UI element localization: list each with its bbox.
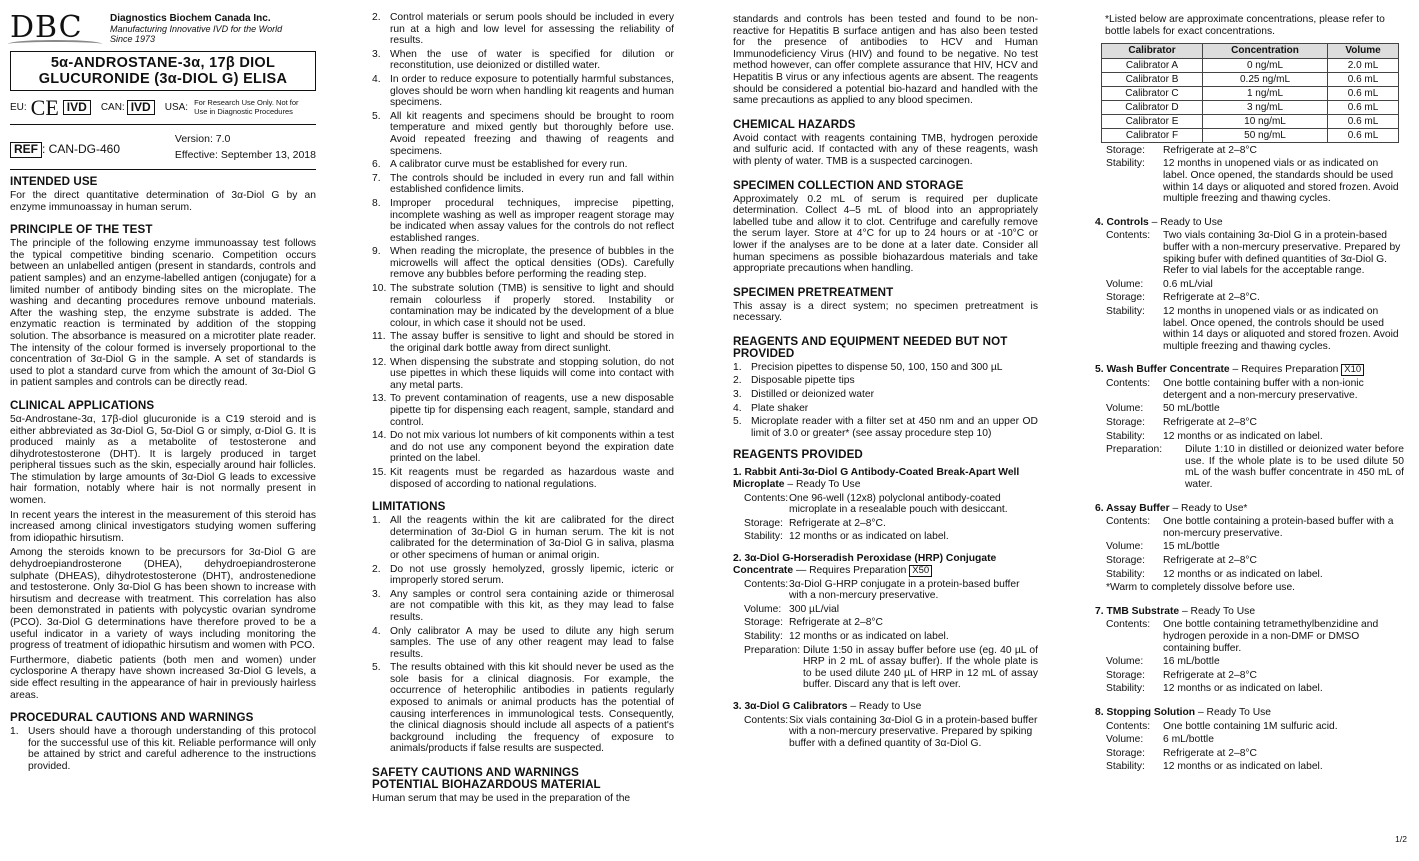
reagent-1-stability: 12 months or as indicated on label. — [789, 531, 949, 543]
usa-label: USA: — [164, 101, 189, 113]
table-cell: 50 ng/mL — [1202, 128, 1327, 142]
table-row — [1102, 58, 1399, 72]
reagent-7-stability: 12 months or as indicated on label. — [1163, 683, 1323, 695]
list-item-number: 5. — [372, 662, 381, 674]
reagent-2-stability: 12 months or as indicated on label. — [789, 630, 949, 642]
list-item — [10, 726, 316, 772]
clinical-para-3: Among the steroids known to be precursors for 3α-Diol G are dehydroepiandrosterone (DHEA), dehydroepiandrosterone sulphate (DHEAS), dihydrotestosterone (DHT), androstenedione and testosterone. Only 3α-Diol G has been shown to increase with hirsutism and decrease with treatment. This correlation has also been demonstrated in patients with polycystic ovarian syndrome (PCO). 3α-Diol G determinations have therefore proved to be a useful indicator in a variety of ways including monitoring the progress of treatment of idiopathic hirsutism and women with PCO. — [10, 547, 316, 652]
label-preparation: Preparation: — [744, 644, 801, 656]
list-item-number: 11. — [372, 331, 386, 343]
calibrator-table — [1101, 43, 1399, 143]
reagent-5-volume: 50 mL/bottle — [1163, 403, 1220, 415]
reagent-7-storage: Refrigerate at 2–8°C — [1163, 669, 1257, 681]
list-item-text: The controls should be included in every run and fall within established confidence limits. — [390, 172, 674, 196]
clinical-para-4: Furthermore, diabetic patients (both men and women) under cyclosporine A therapy have shown increased 3α-Diol G levels, a side effect resulting in the appearance of hair in previously hairless areas. — [10, 654, 316, 701]
regulatory-row — [10, 94, 316, 120]
cautions-list-part1 — [10, 726, 316, 772]
label-volume: Volume: — [1106, 656, 1144, 668]
reagent-4-volume: 0.6 mL/vial — [1163, 278, 1213, 290]
label-volume: Volume: — [1106, 734, 1144, 746]
table-cell: 10 ng/mL — [1202, 114, 1327, 128]
list-item — [372, 564, 674, 587]
list-item — [733, 389, 1038, 401]
list-item — [372, 467, 674, 490]
table-body — [1102, 58, 1399, 142]
reagent-5-contents: One bottle containing buffer with a non-ionic detergent and a non-mercury preservative. — [1163, 378, 1364, 401]
reagent-4-stability: 12 months in unopened vials or as indicated on label. Once opened, the controls should be used within 14 days or aliquoted and stored frozen. Avoid multiple freezing and thawing cycles. — [1163, 305, 1399, 352]
list-item-text: Users should have a thorough understanding of this protocol for the successful use of this kit. Reliable performance will only be attained by strict and careful adherence to the instructions provided. — [28, 726, 316, 772]
dilution-badge-x50: X50 — [909, 565, 932, 577]
cautions-heading: PROCEDURAL CAUTIONS AND WARNINGS — [10, 711, 254, 725]
label-stability: Stability: — [1106, 305, 1145, 317]
list-item-text: A calibrator curve must be established for every run. — [390, 159, 628, 171]
list-item-number: 7. — [372, 172, 381, 184]
list-item — [733, 362, 1038, 374]
reagent-6-stability: 12 months or as indicated on label. — [1163, 568, 1323, 580]
reagent-1-title: 1. Rabbit Anti-3α-Diol G Antibody-Coated Break-Apart Well Microplate — [733, 467, 1020, 491]
label-storage: Storage: — [1106, 747, 1145, 759]
list-item — [372, 662, 674, 755]
label-stability: Stability: — [1106, 430, 1145, 442]
pretreatment-heading: SPECIMEN PRETREATMENT — [733, 285, 894, 299]
list-item — [372, 198, 674, 244]
reagent-2-status: — Requires Preparation — [793, 564, 910, 576]
table-cell: 0.6 mL — [1328, 86, 1399, 100]
list-item-text: Any samples or control sera containing azide or thimerosal are not compatible with this kit, as they may lead to false results. — [390, 588, 674, 623]
list-item-text: All kit reagents and specimens should be brought to room temperature and mixed gently but thoroughly before use. Avoid repeated freezing and thawing of reagents and specimens. — [390, 110, 674, 157]
effective-date: Effective: September 13, 2018 — [174, 149, 316, 161]
reagent-8 — [1095, 707, 1404, 773]
list-item — [372, 357, 674, 392]
reagent-4-title: 4. Controls — [1095, 216, 1149, 228]
reagent-6-title: 6. Assay Buffer — [1095, 502, 1170, 514]
reagent-1-contents: One 96-well (12x8) polyclonal antibody-coated microplate in a resealable pouch with desiccant. — [789, 492, 1008, 516]
list-item-text: When dispensing the substrate and stopping solution, do not use pipettes in which these liquids will come into contact with any metal parts. — [390, 356, 674, 391]
reagent-5-status: – Requires Preparation — [1229, 364, 1342, 376]
reagent-6-note: *Warm to completely dissolve before use. — [1106, 582, 1296, 594]
table-cell: Calibrator B — [1102, 72, 1203, 86]
reagent-8-volume: 6 mL/bottle — [1163, 734, 1214, 746]
label-volume: Volume: — [744, 603, 782, 615]
label-stability: Stability: — [1106, 683, 1145, 695]
label-contents: Contents: — [1106, 516, 1151, 528]
table-cell: 0.6 mL — [1328, 72, 1399, 86]
label-volume: Volume: — [1106, 403, 1144, 415]
reagent-6-volume: 15 mL/bottle — [1163, 541, 1220, 553]
list-item-text: When reading the microplate, the presence of bubbles in the microwells will affect the optical densities (ODs). Carefully remove any bubbles before performing the reading step. — [390, 246, 674, 281]
safety-text-start: Human serum that may be used in the preparation of the — [372, 793, 631, 805]
table-cell: 0.6 mL — [1328, 114, 1399, 128]
table-cell: Calibrator E — [1102, 114, 1203, 128]
company-name: Diagnostics Biochem Canada Inc. — [110, 12, 271, 24]
calibrator-storage-row — [1095, 145, 1404, 157]
list-item — [372, 246, 674, 281]
reagent-2-volume: 300 µL/vial — [789, 603, 840, 615]
clinical-para-2: In recent years the interest in the measurement of this steroid has increased among clinical investigators studying women suffering from idiopathic hirsutism. — [10, 509, 316, 544]
list-item-number: 2. — [733, 375, 742, 387]
label-stability: Stability: — [1106, 761, 1145, 773]
label-storage: Storage: — [1106, 669, 1145, 681]
reagent-8-storage: Refrigerate at 2–8°C — [1163, 747, 1257, 759]
table-cell: 1 ng/mL — [1202, 86, 1327, 100]
reagent-3 — [733, 701, 1038, 749]
list-item-number: 6. — [372, 159, 381, 171]
table-cell: 0.25 ng/mL — [1202, 72, 1327, 86]
label-storage: Storage: — [744, 617, 783, 629]
principle-text: The principle of the following enzyme immunoassay test follows the typical competitive binding scenario. Competition occurs between an unlabelled antigen (present in standards, controls and patient samples) and an enzyme-labelled antigen (conjugate) for a limited number of antibody binding sites on the microplate. The washing and decanting procedures remove unbound materials. After the washing step, the enzyme substrate is added. The enzymatic reaction is terminated by addition of the stopping solution. The absorbance is measured on a microtiter plate reader. The intensity of the colour formed is inversely proportional to the concentration of 3α-Diol G in the sample. A set of standards is used to plot a standard curve from which the amount of 3α-Diol G in patient samples and controls can be directly read. — [10, 238, 316, 389]
version-info — [175, 131, 316, 163]
list-item-number: 8. — [372, 197, 381, 209]
reagent-2-preparation: Dilute 1:50 in assay buffer before use (eg. 40 µL of HRP in 2 mL of assay buffer). If the whole plate is to be used dilute 240 µL of HRP in 12 mL of assay buffer. Discard any that is left over. — [803, 644, 1038, 691]
table-cell: Calibrator A — [1102, 58, 1203, 72]
reagent-2 — [733, 553, 1038, 691]
list-item-text: Disposable pipette tips — [751, 375, 855, 387]
list-item-text: In order to reduce exposure to potentially harmful substances, gloves should be worn when handling kit reagents and human specimens. — [390, 73, 674, 109]
cautions-list-part2 — [372, 12, 674, 490]
list-item-number: 10. — [372, 283, 387, 295]
label-volume: Volume: — [1106, 541, 1144, 553]
calibrator-stability-row — [1095, 158, 1404, 204]
list-item — [372, 515, 674, 561]
table-cell: 0 ng/mL — [1202, 58, 1327, 72]
divider — [10, 169, 316, 170]
table-row — [1102, 128, 1399, 142]
label-storage: Storage: — [1106, 555, 1145, 566]
reagent-8-title: 8. Stopping Solution — [1095, 706, 1196, 718]
logo-text: DBC — [10, 10, 83, 46]
list-item-number: 5. — [372, 110, 381, 122]
label-storage: Storage: — [1106, 292, 1145, 304]
table-cell: 0.6 mL — [1328, 100, 1399, 114]
table-cell: Calibrator F — [1102, 128, 1203, 142]
list-item — [372, 331, 674, 354]
specimen-text: Approximately 0.2 mL of serum is required per duplicate determination. Collect 4–5 mL of blood into an appropriately labelled tube and allow it to clot. Centrifuge and carefully remove the serum layer. Store at 4°C for up to 24 hours or at -10°C or lower if the analyses are to be done at a later date. Consider all human specimens as possible biohazardous materials and take appropriate precautions when handling. — [733, 193, 1038, 275]
chemical-heading: CHEMICAL HAZARDS — [733, 117, 856, 131]
list-item-number: 4. — [372, 625, 381, 637]
intended-use-heading: INTENDED USE — [10, 175, 98, 188]
clinical-heading: CLINICAL APPLICATIONS — [10, 398, 155, 412]
table-row — [1102, 100, 1399, 114]
table-header-cell: Calibrator — [1102, 44, 1203, 59]
label-contents: Contents: — [1106, 378, 1151, 390]
reagent-6-contents: One bottle containing a protein-based buffer with a non-mercury preservative. — [1163, 516, 1394, 539]
version: Version: 7.0 — [174, 133, 231, 145]
list-item-text: The assay buffer is sensitive to light and should be stored in the original dark bottle away from direct sunlight. — [390, 331, 674, 355]
list-item — [372, 111, 674, 157]
reagent-1 — [733, 467, 1038, 543]
table-header-cell: Volume — [1328, 44, 1399, 59]
table-cell: Calibrator C — [1102, 86, 1203, 100]
intended-use-text: For the direct quantitative determination of 3α-Diol G by an enzyme immunoassay in human serum. — [10, 190, 316, 213]
list-item-number: 1. — [372, 515, 381, 527]
divider — [10, 124, 316, 125]
reagent-5-title: 5. Wash Buffer Concentrate — [1095, 364, 1230, 376]
table-cell: 2.0 mL — [1328, 58, 1399, 72]
column-3 — [733, 14, 1038, 749]
reagent-4 — [1095, 217, 1404, 353]
table-cell: Calibrator D — [1102, 100, 1203, 114]
label-stability: Stability: — [744, 630, 783, 642]
calibrator-stability: 12 months in unopened vials or as indicated on label. Once opened, the standards should be used within 14 days or aliquoted and stored frozen. Avoid multiple freezing and thawing cycles. — [1163, 158, 1399, 205]
calibrator-storage: Refrigerate at 2–8°C — [1163, 144, 1257, 156]
page-number: 1/2 — [1395, 834, 1407, 845]
reagent-6-status: – Ready to Use* — [1169, 502, 1248, 514]
company-tagline: Manufacturing Innovative IVD for the World — [110, 23, 283, 34]
ruo-statement: For Research Use Only. Not for Use in Diagnostic Procedures — [194, 98, 299, 116]
title-line-2: GLUCURONIDE (3α-DIOL G) ELISA — [38, 71, 288, 87]
reagent-8-stability: 12 months or as indicated on label. — [1163, 761, 1323, 773]
list-item-text: The results obtained with this kit should never be used as the sole basis for a clinical diagnosis. For example, the occurrence of heterophilic antibodies in patients regularly exposed to animals or animal products has the potential of causing interferences in immunological tests. Consequently, the clinical diagnosis should include all aspects of a patient's background including the frequency of exposure to animals/products if false results are suspected. — [390, 662, 674, 755]
reagent-1-storage: Refrigerate at 2–8°C. — [789, 517, 886, 529]
reagent-7-contents: One bottle containing tetramethylbenzidine and hydrogen peroxide in a non-DMF or DMSO containing buffer. — [1163, 619, 1379, 654]
reagent-6 — [1095, 503, 1404, 594]
table-cell: 3 ng/mL — [1202, 100, 1327, 114]
eu-label: EU: — [10, 101, 27, 113]
principle-heading: PRINCIPLE OF THE TEST — [10, 223, 153, 237]
reagent-2-contents: 3α-Diol G-HRP conjugate in a protein-based buffer with a non-mercury preservative. — [789, 578, 1020, 602]
catalog-number: : CAN-DG-460 — [42, 142, 121, 157]
table-row — [1102, 86, 1399, 100]
label-contents: Contents: — [1106, 720, 1151, 732]
reagent-8-contents: One bottle containing 1M sulfuric acid. — [1163, 720, 1338, 732]
list-item-number: 12. — [372, 356, 387, 368]
limitations-heading: LIMITATIONS — [372, 500, 446, 514]
table-header-cell: Concentration — [1202, 44, 1327, 59]
safety-heading: SAFETY CAUTIONS AND WARNINGS — [372, 766, 579, 780]
company-header — [10, 8, 316, 48]
label-preparation: Preparation: — [1106, 444, 1163, 456]
reagent-7-title: 7. TMB Substrate — [1095, 605, 1180, 617]
list-item — [733, 403, 1038, 415]
list-item-number: 3. — [372, 588, 381, 600]
list-item-number: 5. — [733, 416, 742, 428]
list-item-number: 2. — [372, 12, 381, 23]
ce-mark-icon: CE — [30, 94, 59, 120]
list-item-text: Improper procedural techniques, imprecise pipetting, incomplete washing as well as improper reagent storage may be indicated when assay values for the controls do not reflect established ranges. — [390, 197, 674, 244]
equipment-list — [733, 362, 1038, 440]
ref-badge: REF — [10, 142, 42, 158]
reagent-3-contents: Six vials containing 3α-Diol G in a protein-based buffer with a non-mercury preservative. Prepared by spiking buffer with a defined quantity of 3α-Diol G. — [789, 714, 1038, 749]
list-item-number: 4. — [733, 402, 742, 414]
dbc-logo — [10, 10, 102, 46]
list-item-text: Do not mix various lot numbers of kit components within a test and do not use any component beyond the expiration date printed on the label. — [390, 430, 674, 465]
list-item-text: When the use of water is specified for dilution or reconstitution, use deionized or distilled water. — [390, 48, 674, 72]
ivd-badge-can: IVD — [127, 100, 155, 116]
list-item-text: Distilled or deionized water — [751, 389, 875, 401]
reagent-7-volume: 16 mL/bottle — [1163, 656, 1220, 668]
reagents-heading: REAGENTS PROVIDED — [733, 448, 863, 462]
reagent-8-status: – Ready To Use — [1195, 706, 1272, 718]
reagent-1-status: – Ready To Use — [784, 479, 861, 491]
label-contents: Contents: — [744, 578, 789, 590]
list-item — [372, 626, 674, 661]
reagent-2-storage: Refrigerate at 2–8°C — [789, 617, 883, 629]
list-item — [372, 393, 674, 428]
table-row — [1102, 114, 1399, 128]
label-stability: Stability: — [1106, 158, 1145, 170]
list-item-number: 2. — [372, 563, 381, 575]
calibrator-note: *Listed below are approximate concentrations, please refer to bottle labels for exact concentrations. — [1105, 14, 1385, 37]
list-item — [733, 416, 1038, 439]
label-storage: Storage: — [744, 517, 783, 529]
label-volume: Volume: — [1106, 278, 1144, 290]
biohazard-heading: POTENTIAL BIOHAZARDOUS MATERIAL — [372, 778, 601, 792]
list-item-number: 3. — [733, 389, 742, 401]
reagent-2-title: 2. 3α-Diol G-Horseradish Peroxidase (HRP) Conjugate Concentrate — [733, 553, 997, 576]
list-item-text: Only calibrator A may be used to dilute any high serum samples. The use of any other reagent may lead to false results. — [390, 625, 674, 660]
reagent-4-status: – Ready to Use — [1148, 216, 1223, 228]
label-contents: Contents: — [744, 492, 789, 504]
label-storage: Storage: — [1106, 417, 1145, 429]
title-line-1: 5α-ANDROSTANE-3α, 17β DIOL — [50, 55, 276, 71]
pretreatment-text: This assay is a direct system; no specimen pretreatment is necessary. — [733, 300, 1038, 324]
list-item-number: 14. — [372, 430, 387, 442]
label-contents: Contents: — [1106, 230, 1151, 242]
list-item-text: The substrate solution (TMB) is sensitive to light and should remain colourless if properly stored. Instability or contamination may be indicated by the development of a blue colour, in which case it should not be used. — [390, 283, 674, 329]
label-contents: Contents: — [744, 714, 789, 726]
reagent-4-contents: Two vials containing 3α-Diol G in a protein-based buffer with a non-mercury preservative. Prepared by spiking bufer with defined quantities of 3α-Diol G. Refer to vial labels for the acceptable range. — [1163, 230, 1401, 277]
list-item-number: 3. — [372, 48, 381, 60]
reagent-5-stability: 12 months or as indicated on label. — [1163, 430, 1323, 442]
chemical-text: Avoid contact with reagents containing TMB, hydrogen peroxide and sulfuric acid. If contacted with any of these reagents, wash with plenty of water. TMB is a suspected carcinogen. — [733, 132, 1038, 167]
label-stability: Stability: — [744, 531, 783, 543]
list-item-text: Do not use grossly hemolyzed, grossly lipemic, icteric or improperly stored serum. — [390, 563, 674, 587]
reference-row — [10, 131, 316, 163]
label-storage: Storage: — [1106, 144, 1145, 156]
list-item — [372, 283, 674, 329]
list-item-text: Precision pipettes to dispense 50, 100, 150 and 300 µL — [751, 361, 1003, 373]
reagent-7-status: – Ready To Use — [1179, 605, 1256, 617]
reagent-4-storage: Refrigerate at 2–8°C. — [1163, 292, 1260, 304]
list-item-number: 1. — [10, 726, 19, 738]
specimen-heading: SPECIMEN COLLECTION AND STORAGE — [733, 178, 964, 192]
list-item-text: Plate shaker — [751, 402, 809, 414]
dilution-badge-x10: X10 — [1341, 364, 1364, 376]
table-header-row — [1102, 44, 1399, 59]
equipment-heading: REAGENTS AND EQUIPMENT NEEDED BUT NOT PROVIDED — [733, 334, 1008, 360]
list-item-text: To prevent contamination of reagents, use a new disposable pipette tip for dispensing each reagent, sample, standard and control. — [390, 393, 674, 428]
list-item — [733, 375, 1038, 387]
list-item — [372, 159, 674, 171]
list-item — [372, 589, 674, 624]
column-4 — [1095, 14, 1404, 773]
company-info — [110, 13, 282, 44]
label-contents: Contents: — [1106, 619, 1151, 631]
reagent-3-title: 3. 3α-Diol G Calibrators — [733, 700, 848, 712]
company-since: Since 1973 — [110, 33, 156, 44]
reagent-5-storage: Refrigerate at 2–8°C — [1163, 417, 1257, 429]
list-item-text: Microplate reader with a filter set at 450 nm and an upper OD limit of 3.0 or greater* (see assay procedure step 10) — [751, 416, 1038, 439]
reagent-5 — [1095, 364, 1404, 490]
reagent-3-status: – Ready to Use — [847, 700, 922, 712]
list-item-number: 9. — [372, 246, 381, 258]
list-item-number: 13. — [372, 393, 387, 405]
limitations-list — [372, 515, 674, 755]
safety-text-cont: standards and controls has been tested and found to be non-reactive for Hepatitis B surface antigen and has also been tested for the presence of antibodies to HCV and Human Immunodeficiency Virus (HIV) and found to be negative. No test method however, can offer complete assurance that HIV, HCV and Hepatitis B virus or any infectious agents are absent. The reagents should be considered a potential bio-hazard and handled with the same precautions as applied to any blood specimen. — [733, 14, 1038, 107]
reagent-5-preparation: Dilute 1:10 in distilled or deionized water before use. If the whole plate is to be used dilute 50 mL of the wash buffer concentrate in 450 mL of water. — [1185, 444, 1404, 491]
list-item-number: 15. — [372, 466, 387, 478]
clinical-para-1: 5α-Androstane-3α, 17β-diol glucuronide is a C19 steroid and is either abbreviated as 3α-Diol G, 5α-Diol G or simply, α-Diol G. It is produced mainly as a metabolite of testosterone and dihydrotestosterone (DHT). It is largely produced in target peripheral tissues such as the skin, especially around hair follicles. The stimulation by large amounts of 3α-Diol G leads to excessive hair formation, notably where hair is not normally present in women. — [10, 413, 316, 507]
product-title — [10, 51, 316, 91]
list-item-text: Control materials or serum pools should be included in every run at a high and low level for assessing the reliability of results. — [390, 12, 674, 47]
table-cell: 0.6 mL — [1328, 128, 1399, 142]
list-item-text: All the reagents within the kit are calibrated for the direct determination of 3α-Diol G in human serum. The kit is not calibrated for the determination of 3α-Diol G in saliva, plasma or other specimens of human or animal origin. — [390, 515, 674, 561]
list-item-number: 1. — [733, 361, 742, 373]
list-item — [372, 49, 674, 72]
reagent-6-storage: Refrigerate at 2–8°C — [1163, 555, 1257, 566]
can-label: CAN: — [100, 101, 125, 113]
list-item — [372, 173, 674, 196]
ivd-badge-eu: IVD — [63, 100, 91, 116]
table-row — [1102, 72, 1399, 86]
list-item — [372, 12, 674, 47]
list-item-text: Kit reagents must be regarded as hazardous waste and disposed of according to national regulations. — [390, 466, 674, 490]
list-item — [372, 74, 674, 109]
list-item-number: 4. — [372, 73, 381, 85]
label-stability: Stability: — [1106, 568, 1145, 580]
column-2 — [372, 12, 674, 805]
column-1 — [10, 8, 316, 775]
list-item — [372, 430, 674, 465]
reagent-7 — [1095, 606, 1404, 695]
